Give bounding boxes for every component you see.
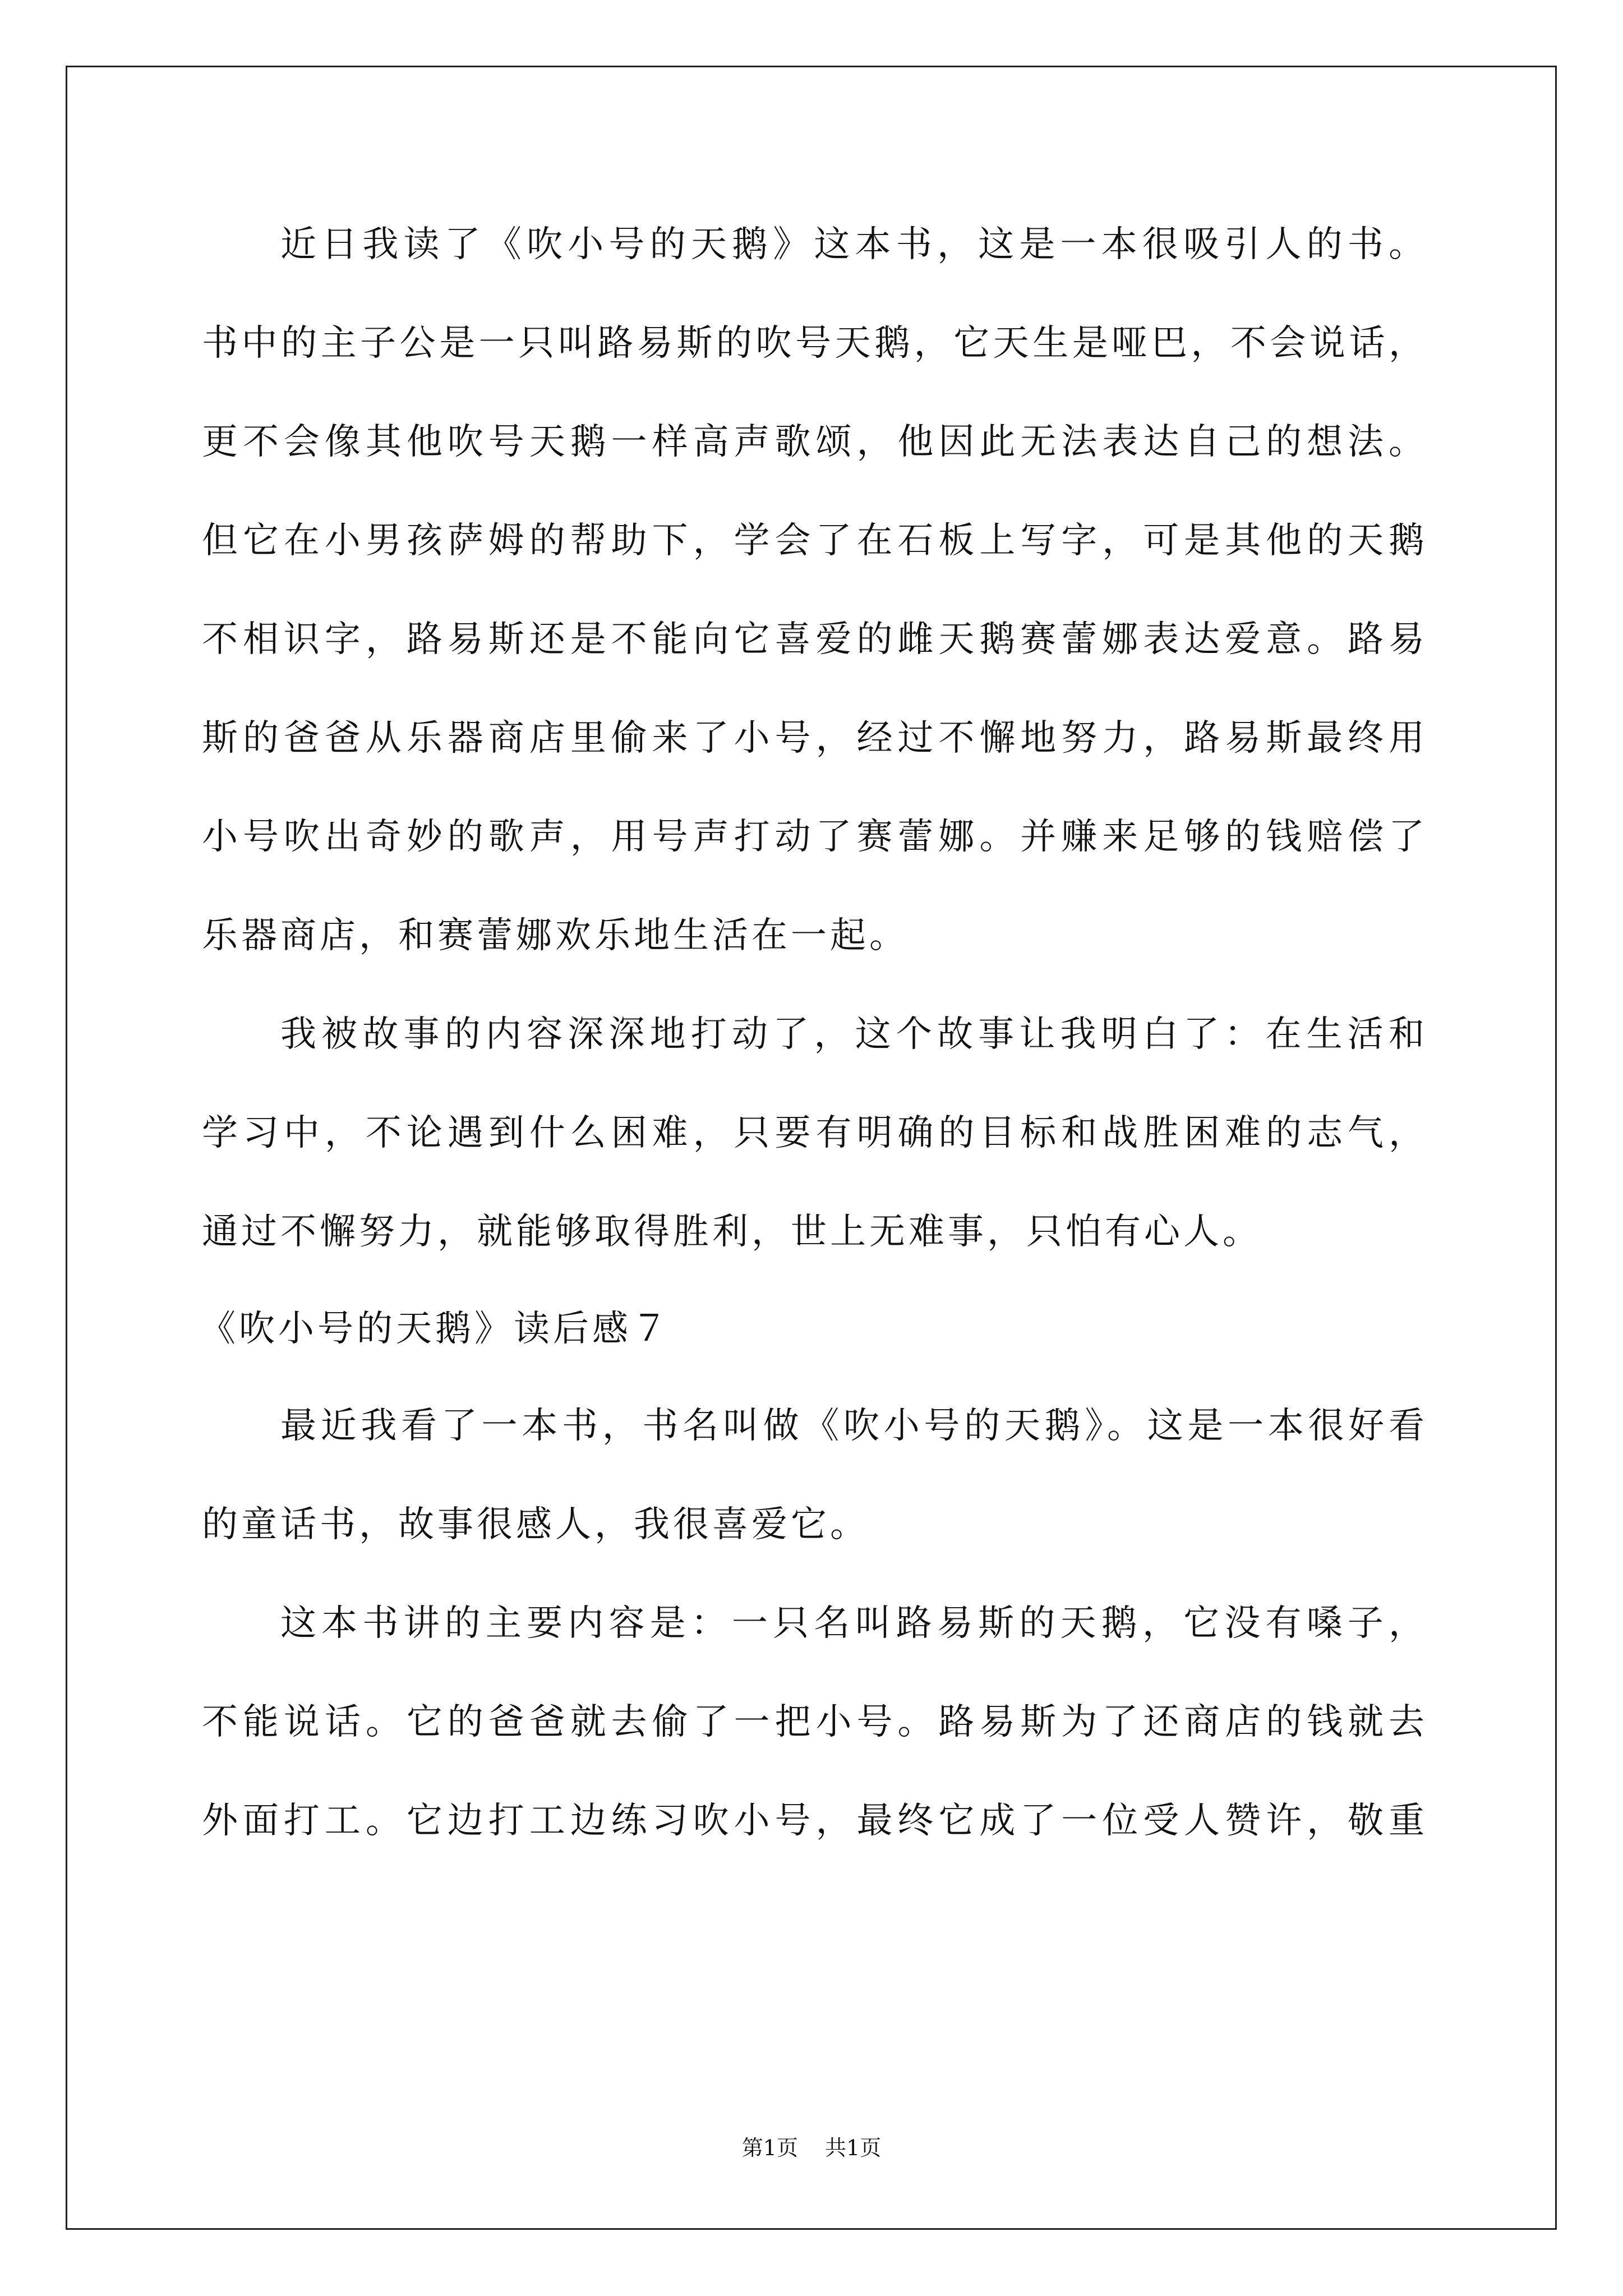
paragraph-line: 小号吹出奇妙的歌声，用号声打动了赛蕾娜。并赚来足够的钱赔偿了: [202, 816, 1424, 858]
paragraph-line: 的童话书，故事很感人，我很喜爱它。: [202, 1504, 869, 1545]
paragraph-line: 乐器商店，和赛蕾娜欢乐地生活在一起。: [202, 915, 909, 956]
paragraph-line: 通过不懈努力，就能够取得胜利，世上无难事，只怕有心人。: [202, 1211, 1262, 1253]
page-number-current: 第1页: [741, 2136, 798, 2160]
page-number-total: 共1页: [825, 2136, 882, 2160]
paragraph-line: 我被故事的内容深深地打动了，这个故事让我明白了：在生活和: [280, 1014, 1424, 1055]
paragraph-line: 外面打工。它边打工边练习吹小号，最终它成了一位受人赞许，敬重: [202, 1800, 1424, 1842]
paragraph-line: 学习中，不论遇到什么困难，只要有明确的目标和战胜困难的志气，: [202, 1112, 1424, 1154]
paragraph-line: 不能说话。它的爸爸就去偷了一把小号。路易斯为了还商店的钱就去: [202, 1701, 1424, 1743]
paragraph-line: 书中的主子公是一只叫路易斯的吹号天鹅，它天生是哑巴，不会说话，: [202, 323, 1424, 364]
paragraph-line: 不相识字，路易斯还是不能向它喜爱的雌天鹅赛蕾娜表达爱意。路易: [202, 619, 1424, 660]
page-footer: [0, 2134, 1623, 2162]
paragraph-line: 斯的爸爸从乐器商店里偷来了小号，经过不懈地努力，路易斯最终用: [202, 717, 1424, 759]
paragraph-line: 最近我看了一本书，书名叫做《吹小号的天鹅》。这是一本很好看: [280, 1405, 1424, 1447]
section-heading: 《吹小号的天鹅》读后感７: [200, 1308, 671, 1350]
paragraph-line: 这本书讲的主要内容是：一只名叫路易斯的天鹅，它没有嗓子，: [280, 1603, 1424, 1644]
paragraph-line: 更不会像其他吹号天鹅一样高声歌颂，他因此无法表达自己的想法。: [202, 421, 1424, 463]
paragraph-line: 近日我读了《吹小号的天鹅》这本书，这是一本很吸引人的书。: [280, 224, 1424, 265]
paragraph-line: 但它在小男孩萨姆的帮助下，学会了在石板上写字，可是其他的天鹅: [202, 520, 1424, 562]
